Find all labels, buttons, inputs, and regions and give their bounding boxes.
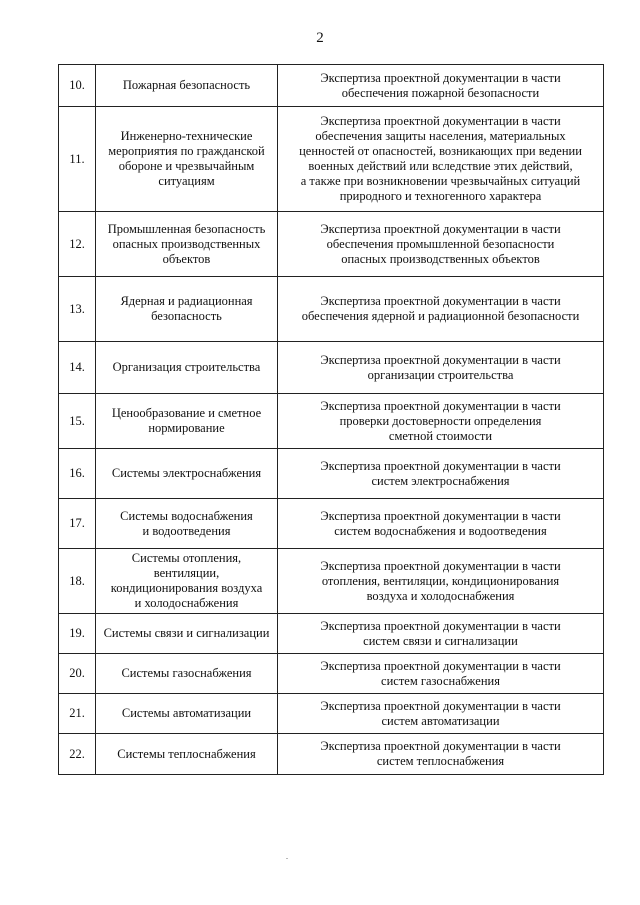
scope-cell — [278, 694, 604, 734]
table-row — [59, 499, 604, 549]
table-row — [59, 694, 604, 734]
scope-line: систем водоснабжения и водоотведения — [334, 523, 547, 538]
area-line: Системы водоснабжения — [120, 508, 253, 523]
scope-line: Экспертиза проектной документации в части — [320, 658, 561, 673]
area-line: кондиционирования воздуха — [110, 581, 263, 595]
area-cell — [96, 654, 278, 694]
scope-line: отопления, вентиляции, кондиционирования — [321, 573, 560, 588]
scope-line: обеспечения пожарной безопасности — [341, 85, 540, 100]
scope-line: сметной стоимости — [388, 428, 493, 443]
scope-cell — [278, 107, 604, 212]
area-line: мероприятия по гражданской — [108, 144, 265, 158]
scope-line: обеспечения ядерной и радиационной безопасности — [301, 309, 580, 323]
scope-line: обеспечения промышленной безопасности — [326, 236, 555, 251]
scope-line: систем газоснабжения — [381, 673, 500, 688]
area-line: безопасность — [151, 309, 222, 323]
table-row — [59, 449, 604, 499]
row-number: 21. — [59, 694, 96, 734]
area-line: Системы связи и сигнализации — [103, 626, 270, 640]
scope-line: военных действий или вследствие этих действий, — [308, 159, 573, 173]
area-line: ситуациям — [158, 174, 215, 188]
area-line: Промышленная безопасность — [107, 221, 266, 236]
area-cell — [96, 734, 278, 775]
row-number: 18. — [59, 549, 96, 614]
scope-line: Экспертиза проектной документации в части — [320, 618, 561, 633]
area-line: Системы автоматизации — [121, 706, 252, 720]
area-cell — [96, 499, 278, 549]
row-number: 17. — [59, 499, 96, 549]
scope-line: систем автоматизации — [381, 713, 500, 728]
scope-line: обеспечения защиты населения, материальных — [315, 129, 566, 143]
area-cell — [96, 694, 278, 734]
row-number: 11. — [59, 107, 96, 212]
area-line: объектов — [162, 251, 211, 266]
scope-line: систем связи и сигнализации — [363, 633, 518, 648]
scope-cell — [278, 614, 604, 654]
scope-line: организации строительства — [367, 367, 514, 382]
scope-line: систем электроснабжения — [371, 473, 510, 488]
scope-cell — [278, 654, 604, 694]
scope-cell — [278, 499, 604, 549]
scope-line: Экспертиза проектной документации в части — [320, 739, 561, 753]
area-line: обороне и чрезвычайным — [118, 159, 255, 173]
scope-cell — [278, 449, 604, 499]
row-number: 12. — [59, 212, 96, 277]
table-row — [59, 212, 604, 277]
scope-line: Экспертиза проектной документации в части — [320, 398, 561, 413]
table-row — [59, 394, 604, 449]
table-row — [59, 654, 604, 694]
scope-line: опасных производственных объектов — [341, 251, 540, 266]
area-line: Ядерная и радиационная — [120, 294, 253, 308]
expertise-table — [58, 64, 604, 775]
scope-line: проверки достоверности определения — [339, 413, 542, 428]
scan-speck — [286, 858, 288, 859]
scope-line: Экспертиза проектной документации в части — [320, 70, 561, 85]
area-cell — [96, 65, 278, 107]
scope-line: а также при возникновении чрезвычайных ситуаций — [300, 174, 581, 188]
area-cell — [96, 342, 278, 394]
scope-cell — [278, 734, 604, 775]
row-number: 15. — [59, 394, 96, 449]
area-cell — [96, 277, 278, 342]
scope-cell — [278, 342, 604, 394]
row-number: 20. — [59, 654, 96, 694]
scope-line: Экспертиза проектной документации в части — [320, 558, 561, 573]
scope-line: Экспертиза проектной документации в части — [320, 508, 561, 523]
area-line: нормирование — [148, 421, 225, 435]
table-row — [59, 65, 604, 107]
area-line: Системы газоснабжения — [121, 666, 252, 680]
scope-line: Экспертиза проектной документации в части — [320, 698, 561, 713]
scope-line: Экспертиза проектной документации в части — [320, 352, 561, 367]
area-cell — [96, 107, 278, 212]
area-line: и холодоснабжения — [134, 596, 239, 610]
row-number: 14. — [59, 342, 96, 394]
scope-line: систем теплоснабжения — [376, 754, 505, 768]
area-cell — [96, 212, 278, 277]
row-number: 22. — [59, 734, 96, 775]
scope-line: воздуха и холодоснабжения — [366, 588, 515, 603]
row-number: 19. — [59, 614, 96, 654]
area-line: Системы электроснабжения — [111, 466, 262, 480]
scope-cell — [278, 65, 604, 107]
area-line: Системы отопления, — [131, 551, 242, 565]
row-number: 10. — [59, 65, 96, 107]
scope-line: Экспертиза проектной документации в части — [320, 458, 561, 473]
scope-cell — [278, 277, 604, 342]
area-line: Ценообразование и сметное — [111, 406, 262, 420]
area-line: Инженерно-технические — [120, 129, 253, 143]
page-number: 2 — [316, 30, 324, 46]
table-row — [59, 734, 604, 775]
table-row — [59, 549, 604, 614]
area-cell — [96, 394, 278, 449]
table-row — [59, 277, 604, 342]
scope-cell — [278, 549, 604, 614]
table-row — [59, 342, 604, 394]
area-line: Пожарная безопасность — [122, 78, 251, 92]
area-line: Организация строительства — [112, 360, 261, 374]
table-row — [59, 614, 604, 654]
scope-line: природного и техногенного характера — [339, 189, 542, 203]
scope-line: Экспертиза проектной документации в части — [320, 221, 561, 236]
row-number: 13. — [59, 277, 96, 342]
area-cell — [96, 549, 278, 614]
row-number: 16. — [59, 449, 96, 499]
scope-line: Экспертиза проектной документации в части — [320, 114, 561, 128]
table-row — [59, 107, 604, 212]
area-line: опасных производственных — [112, 236, 261, 251]
area-cell — [96, 449, 278, 499]
scope-cell — [278, 212, 604, 277]
scope-line: Экспертиза проектной документации в части — [320, 294, 561, 308]
area-cell — [96, 614, 278, 654]
area-line: и водоотведения — [142, 523, 231, 538]
area-line: вентиляции, — [153, 566, 220, 580]
scope-cell — [278, 394, 604, 449]
area-line: Системы теплоснабжения — [117, 746, 256, 761]
scope-line: ценностей от опасностей, возникающих при ведении — [299, 144, 582, 158]
